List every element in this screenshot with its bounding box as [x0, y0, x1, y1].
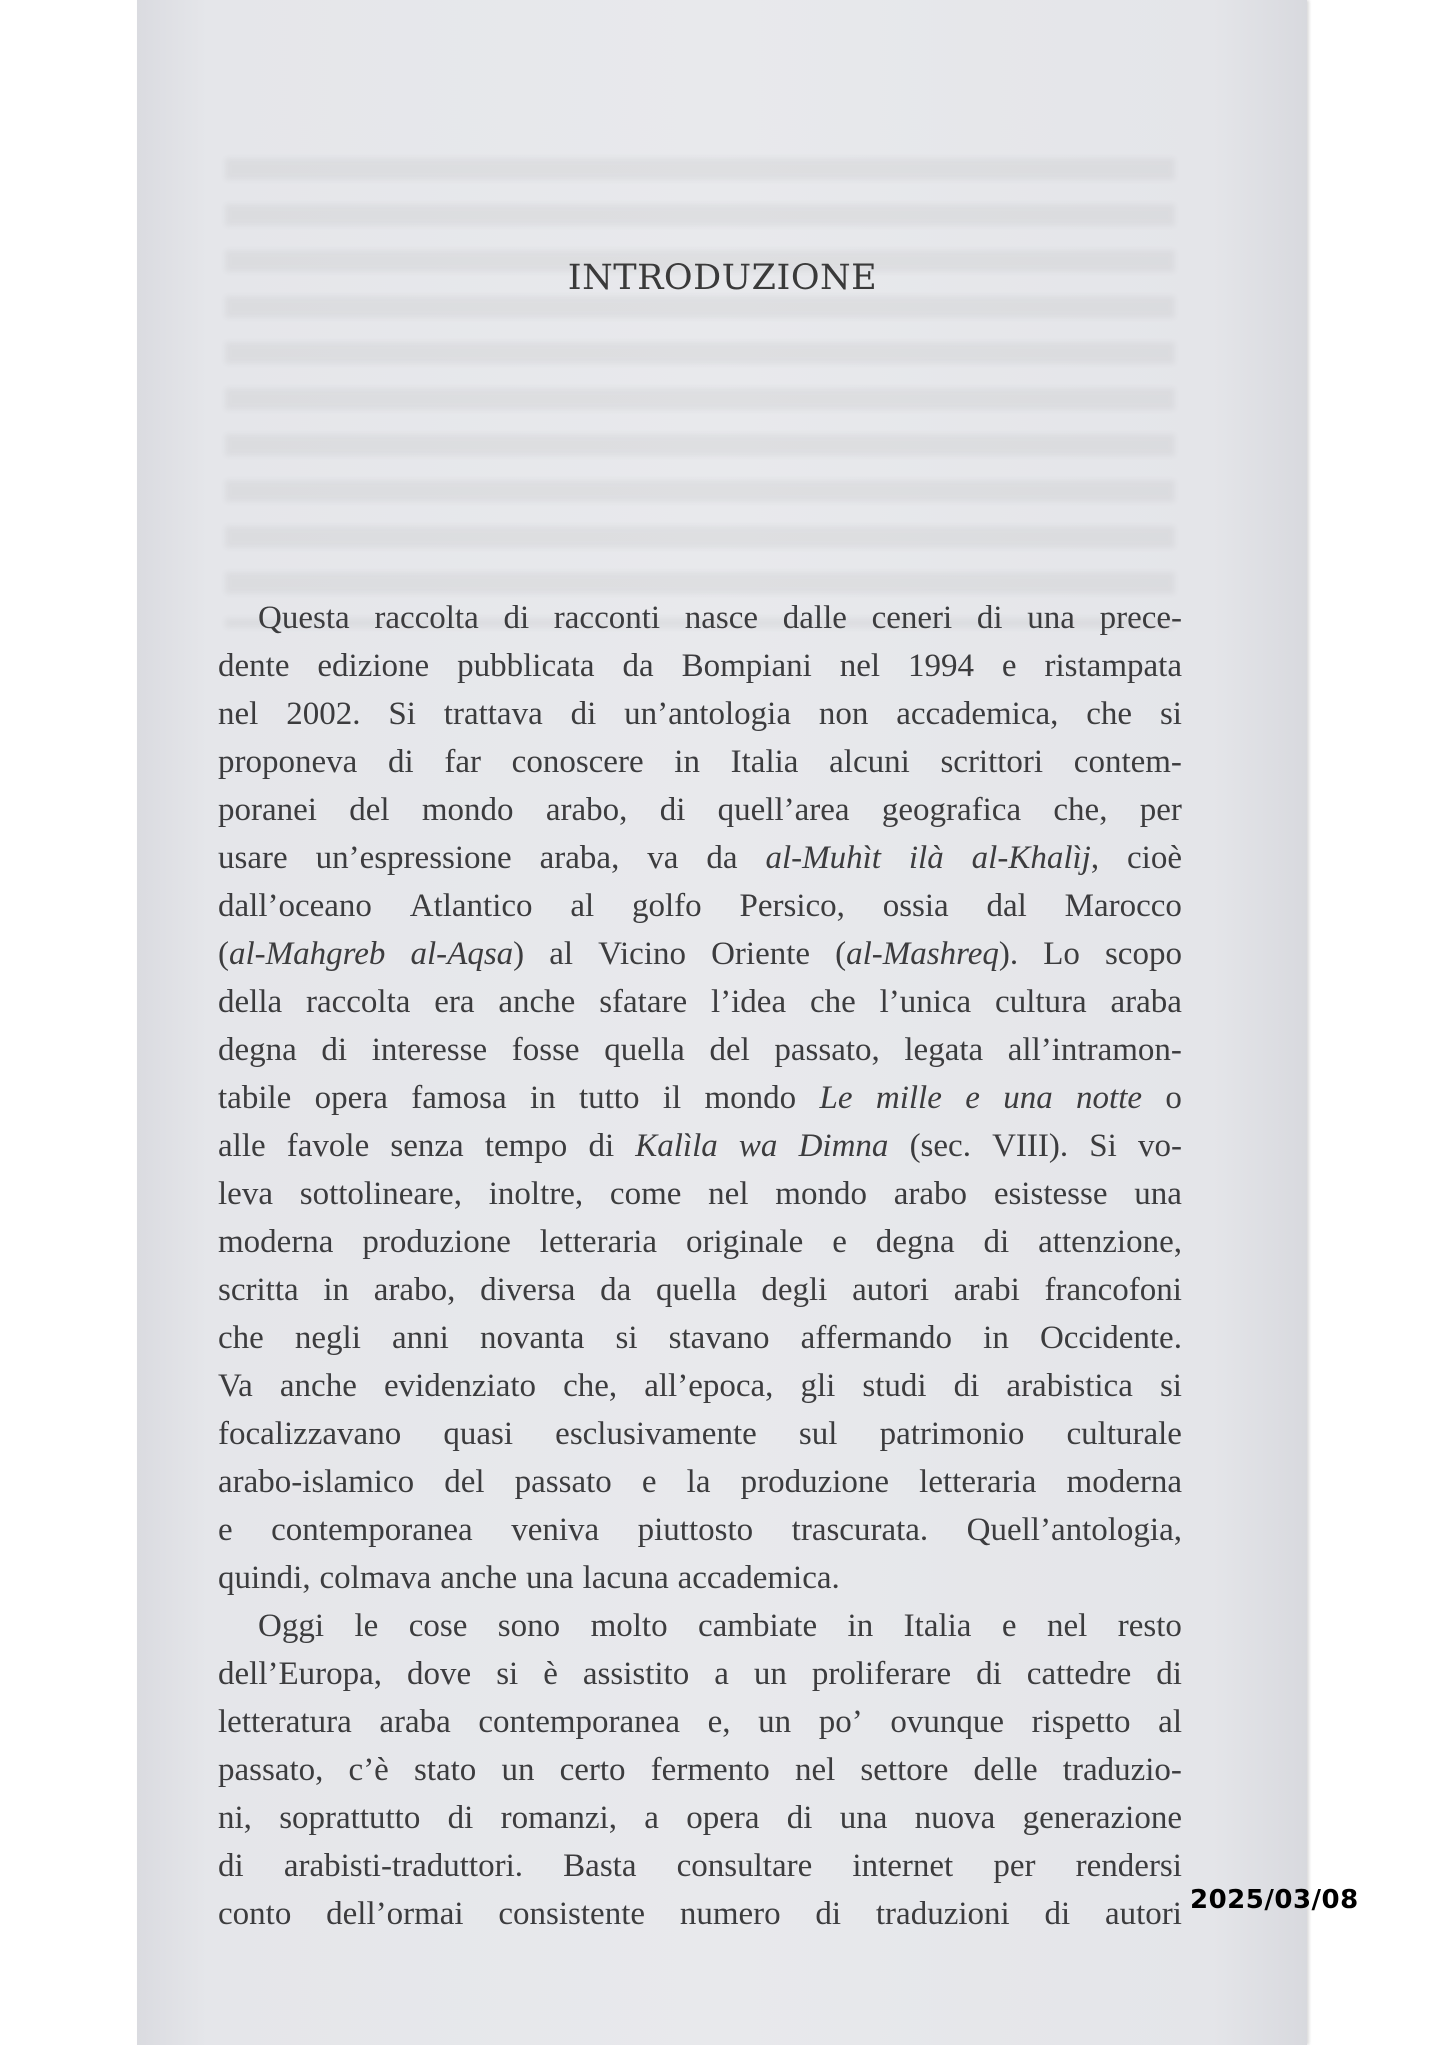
word: nel [794, 1752, 836, 1788]
word: una [1003, 1080, 1053, 1116]
word: dell’Europa, [218, 1656, 383, 1692]
word: va [647, 840, 679, 876]
word: contemporanea [271, 1512, 473, 1548]
text-line [218, 882, 1182, 930]
word: consultare [676, 1848, 813, 1884]
word: di [659, 792, 686, 828]
word: autori [1104, 1896, 1182, 1932]
word: un [501, 1752, 535, 1788]
word: letteratura [218, 1704, 352, 1740]
word: quasi [443, 1416, 514, 1452]
word: numero [679, 1896, 781, 1932]
word: nel [1046, 1608, 1088, 1644]
word: po’ [818, 1704, 863, 1740]
word: di [503, 600, 530, 636]
word: l’unica [879, 984, 972, 1020]
word: al [549, 936, 574, 972]
word: che, [563, 1368, 618, 1404]
text-line [218, 1074, 1182, 1122]
word: moderna [218, 1224, 334, 1260]
word: esistesse [993, 1176, 1108, 1212]
word: all’intramon- [1007, 1032, 1182, 1068]
word: di [983, 1224, 1010, 1260]
word: araba [1110, 984, 1182, 1020]
word: scritta [218, 1272, 299, 1308]
word: consistente [498, 1896, 646, 1932]
word: di [976, 600, 1003, 636]
word: di [447, 1800, 474, 1836]
word: arabi [953, 1272, 1020, 1308]
text-line [218, 786, 1182, 834]
word: e [965, 1080, 980, 1116]
word: passato [514, 1464, 612, 1500]
word: e [641, 1464, 657, 1500]
word: affermando [800, 1320, 953, 1356]
word: Italia [903, 1608, 972, 1644]
word: degna [218, 1032, 297, 1068]
word: internet [852, 1848, 954, 1884]
word: cultura [995, 984, 1087, 1020]
word: ilà [908, 840, 944, 876]
word: tutto [578, 1080, 640, 1116]
word: accademica, [896, 696, 1059, 732]
word: da [622, 648, 654, 684]
word: mille [875, 1080, 942, 1116]
word: edizione [317, 648, 430, 684]
text-line [218, 1602, 1182, 1650]
word: wa [738, 1128, 778, 1164]
word: VIII). [992, 1128, 1069, 1164]
word: l’idea [710, 984, 787, 1020]
word: un [758, 1704, 792, 1740]
word: che, [1053, 792, 1108, 828]
word: favole [286, 1128, 370, 1164]
word: ossia [882, 888, 949, 924]
word: di [1044, 1896, 1071, 1932]
word: arabisti-traduttori. [283, 1848, 523, 1884]
word: scrittori [940, 744, 1044, 780]
text-line [218, 1362, 1182, 1410]
word: Italia [730, 744, 799, 780]
word: vo- [1137, 1128, 1182, 1164]
word: a [644, 1800, 659, 1836]
word: un’antologia [624, 696, 791, 732]
word: contemporanea [478, 1704, 680, 1740]
word: e [1001, 648, 1017, 684]
text-line [218, 1314, 1182, 1362]
word: del [349, 792, 390, 828]
word: passato, [218, 1752, 324, 1788]
word: culturale [1066, 1416, 1182, 1452]
word: Oggi [258, 1608, 324, 1644]
word: 2002. [286, 696, 361, 732]
word: novanta [479, 1320, 585, 1356]
word: cose [408, 1608, 468, 1644]
word: usare [218, 840, 288, 876]
word: degli [761, 1272, 828, 1308]
word: racconti [553, 600, 661, 636]
word: prece- [1099, 600, 1182, 636]
word: da [706, 840, 738, 876]
word: al-Aqsa) [410, 936, 525, 972]
text-line [218, 1122, 1182, 1170]
word: proliferare [811, 1656, 952, 1692]
word: quindi, [218, 1560, 311, 1596]
word: inoltre, [488, 1176, 584, 1212]
word: come [609, 1176, 682, 1212]
word: originale [685, 1224, 804, 1260]
word: a [714, 1656, 729, 1692]
text-line [218, 738, 1182, 786]
word: e [218, 1512, 233, 1548]
word: Occidente. [1039, 1320, 1182, 1356]
word: di [218, 1848, 244, 1884]
word: di [1156, 1656, 1182, 1692]
word: non [818, 696, 869, 732]
word: notte [1076, 1080, 1143, 1116]
text-line [218, 1842, 1182, 1890]
word: traduzioni [875, 1896, 1010, 1932]
word: in [983, 1320, 1009, 1356]
word: resto [1117, 1608, 1182, 1644]
text-line [218, 594, 1182, 642]
word: arabo-islamico [218, 1464, 415, 1500]
word: di [387, 744, 414, 780]
word: arabo, [373, 1272, 456, 1308]
word: famosa [411, 1080, 507, 1116]
word: interesse [371, 1032, 488, 1068]
word: una [1134, 1176, 1182, 1212]
word: accademica. [677, 1560, 840, 1596]
word: ni, [218, 1800, 252, 1836]
word: evidenziato [383, 1368, 537, 1404]
word: Va [218, 1368, 253, 1404]
word: ovunque [890, 1704, 1004, 1740]
word: della [218, 984, 283, 1020]
word: piuttosto [637, 1512, 754, 1548]
word: cattedre [1026, 1656, 1132, 1692]
word: in [529, 1080, 556, 1116]
word: mondo [421, 792, 514, 828]
word: mondo [775, 1176, 867, 1212]
word: dove [407, 1656, 472, 1692]
word: Questa [258, 600, 350, 636]
word: contem- [1073, 744, 1182, 780]
word: si [1159, 1368, 1182, 1404]
word: patrimonio [879, 1416, 1025, 1452]
word: la [686, 1464, 711, 1500]
word: mondo [704, 1080, 797, 1116]
word: alle [218, 1128, 266, 1164]
word: nel [218, 696, 259, 732]
word: veniva [511, 1512, 600, 1548]
text-line [218, 1698, 1182, 1746]
word: quella [655, 1272, 737, 1308]
word: di [588, 1128, 615, 1164]
word: poranei [218, 792, 317, 828]
word: (al-Mashreq). [835, 936, 1019, 972]
word: e [832, 1224, 847, 1260]
word: quella [604, 1032, 685, 1068]
word: trattava [443, 696, 543, 732]
word: che [218, 1320, 264, 1356]
word: quell’area [717, 792, 850, 828]
word: rispetto [1031, 1704, 1131, 1740]
text-line [218, 978, 1182, 1026]
word: Oriente [711, 936, 811, 972]
word: è [543, 1656, 558, 1692]
word: (sec. [909, 1128, 971, 1164]
word: in [847, 1608, 874, 1644]
text-line [218, 642, 1182, 690]
word: del [444, 1464, 485, 1500]
word: Si [388, 696, 416, 732]
word: dalle [782, 600, 847, 636]
text-line [218, 690, 1182, 738]
word: Basta [563, 1848, 637, 1884]
word: settore [860, 1752, 949, 1788]
word: colmava [319, 1560, 432, 1596]
word: scopo [1104, 936, 1182, 972]
word: era [434, 984, 475, 1020]
word: anche [440, 1560, 518, 1596]
word: una [1027, 600, 1075, 636]
word: traduzio- [1062, 1752, 1182, 1788]
word: che [1086, 696, 1133, 732]
word: nasce [684, 600, 759, 636]
word: da [600, 1272, 632, 1308]
word: pubblicata [457, 648, 595, 684]
word: sottolineare, [299, 1176, 462, 1212]
word: dente [218, 648, 290, 684]
word: una [526, 1560, 574, 1596]
word: lacuna [582, 1560, 669, 1596]
text-line [218, 1890, 1182, 1938]
text-line [218, 834, 1182, 882]
chapter-title: INTRODUZIONE [567, 258, 878, 298]
word: passato, [774, 1032, 880, 1068]
word: leva [218, 1176, 273, 1212]
word: rendersi [1075, 1848, 1182, 1884]
word: cambiate [698, 1608, 818, 1644]
word: si [615, 1320, 638, 1356]
word: nel [839, 648, 881, 684]
word: nel [708, 1176, 749, 1212]
word: di [786, 1800, 813, 1836]
word: una [839, 1800, 888, 1836]
text-line [218, 1650, 1182, 1698]
word: cioè [1127, 840, 1182, 876]
word: Kalìla [635, 1128, 718, 1164]
word: di [953, 1368, 980, 1404]
text-line [218, 930, 1182, 978]
word: al [1158, 1704, 1182, 1740]
word: di [570, 696, 597, 732]
word: soprattutto [279, 1800, 421, 1836]
word: un’espressione [315, 840, 512, 876]
word: le [354, 1608, 379, 1644]
word: che [809, 984, 856, 1020]
word: generazione [1022, 1800, 1182, 1836]
word: (al-Mahgreb [218, 936, 386, 972]
word: attenzione, [1038, 1224, 1182, 1260]
word: francofoni [1044, 1272, 1182, 1308]
word: Atlantico [409, 888, 533, 924]
word: anche [498, 984, 576, 1020]
text-line [218, 1170, 1182, 1218]
word: del [709, 1032, 750, 1068]
word: raccolta [374, 600, 479, 636]
word: sfatare [599, 984, 688, 1020]
word: dell’ormai [326, 1896, 464, 1932]
word: proponeva [218, 744, 358, 780]
body-text [218, 594, 1182, 1938]
word: stavano [668, 1320, 770, 1356]
word: produzione [362, 1224, 511, 1260]
word: opera [314, 1080, 388, 1116]
word: e, [707, 1704, 731, 1740]
text-line [218, 1410, 1182, 1458]
word: un [753, 1656, 787, 1692]
word: e [1001, 1608, 1017, 1644]
date-stamp: 2025/03/08 [1190, 1885, 1359, 1915]
word: raccolta [305, 984, 411, 1020]
word: ristampata [1044, 648, 1182, 684]
word: letteraria [919, 1464, 1037, 1500]
text-line [218, 1218, 1182, 1266]
word: esclusivamente [555, 1416, 757, 1452]
word: diversa [480, 1272, 576, 1308]
word: Dimna [798, 1128, 889, 1164]
text-line [218, 1554, 1182, 1602]
word: in [323, 1272, 350, 1308]
word: araba [379, 1704, 451, 1740]
word: anche [279, 1368, 357, 1404]
word: al-Muhìt [765, 840, 881, 876]
word: araba, [539, 840, 620, 876]
word: Si [1089, 1128, 1117, 1164]
word: Lo [1043, 936, 1080, 972]
word: Bompiani [681, 648, 812, 684]
word: letteraria [539, 1224, 658, 1260]
word: sono [497, 1608, 561, 1644]
word: ceneri [871, 600, 953, 636]
word: romanzi, [500, 1800, 617, 1836]
word: per [993, 1848, 1036, 1884]
word: assistito [582, 1656, 690, 1692]
word: Marocco [1064, 888, 1182, 924]
word: delle [973, 1752, 1038, 1788]
word: arabo [893, 1176, 968, 1212]
word: in [674, 744, 700, 780]
word: sul [798, 1416, 838, 1452]
word: molto [590, 1608, 668, 1644]
word: legata [904, 1032, 984, 1068]
word: di [976, 1656, 1002, 1692]
word: c’è [348, 1752, 389, 1788]
word: nuova [914, 1800, 996, 1836]
word: fermento [650, 1752, 770, 1788]
word: si [1159, 696, 1182, 732]
text-line [218, 1266, 1182, 1314]
word: conto [218, 1896, 292, 1932]
bleed-through-text [225, 158, 1175, 628]
word: all’epoca, [644, 1368, 774, 1404]
word: alcuni [829, 744, 910, 780]
word: arabistica [1006, 1368, 1133, 1404]
word: produzione [740, 1464, 890, 1500]
word: 1994 [907, 648, 974, 684]
word: gli [800, 1368, 836, 1404]
word: dal [986, 888, 1027, 924]
word: arabo, [545, 792, 628, 828]
word: al [570, 888, 595, 924]
word: si [496, 1656, 519, 1692]
word: stato [413, 1752, 477, 1788]
text-line [218, 1026, 1182, 1074]
word: fosse [511, 1032, 580, 1068]
word: Quell’antologia, [966, 1512, 1182, 1548]
word: o [1165, 1080, 1182, 1116]
word: certo [559, 1752, 626, 1788]
word: trascurata. [791, 1512, 929, 1548]
word: dall’oceano [218, 888, 372, 924]
word: opera [686, 1800, 760, 1836]
word: il [662, 1080, 682, 1116]
word: Vicino [598, 936, 686, 972]
word: focalizzavano [218, 1416, 402, 1452]
word: per [1139, 792, 1182, 828]
word: tempo [484, 1128, 568, 1164]
word: tabile [218, 1080, 292, 1116]
word: anni [392, 1320, 449, 1356]
word: Persico, [739, 888, 845, 924]
text-line [218, 1506, 1182, 1554]
text-line [218, 1458, 1182, 1506]
word: far [444, 744, 481, 780]
word: conoscere [511, 744, 644, 780]
word: golfo [632, 888, 702, 924]
word: moderna [1066, 1464, 1182, 1500]
word: di [321, 1032, 348, 1068]
word: geografica [881, 792, 1022, 828]
word: Le [819, 1080, 853, 1116]
word: degna [875, 1224, 955, 1260]
word: senza [390, 1128, 464, 1164]
word: studi [862, 1368, 927, 1404]
text-line [218, 1746, 1182, 1794]
word: al-Khalìj, [971, 840, 1100, 876]
word: di [815, 1896, 842, 1932]
text-line [218, 1794, 1182, 1842]
word: autori [852, 1272, 930, 1308]
word: negli [294, 1320, 361, 1356]
